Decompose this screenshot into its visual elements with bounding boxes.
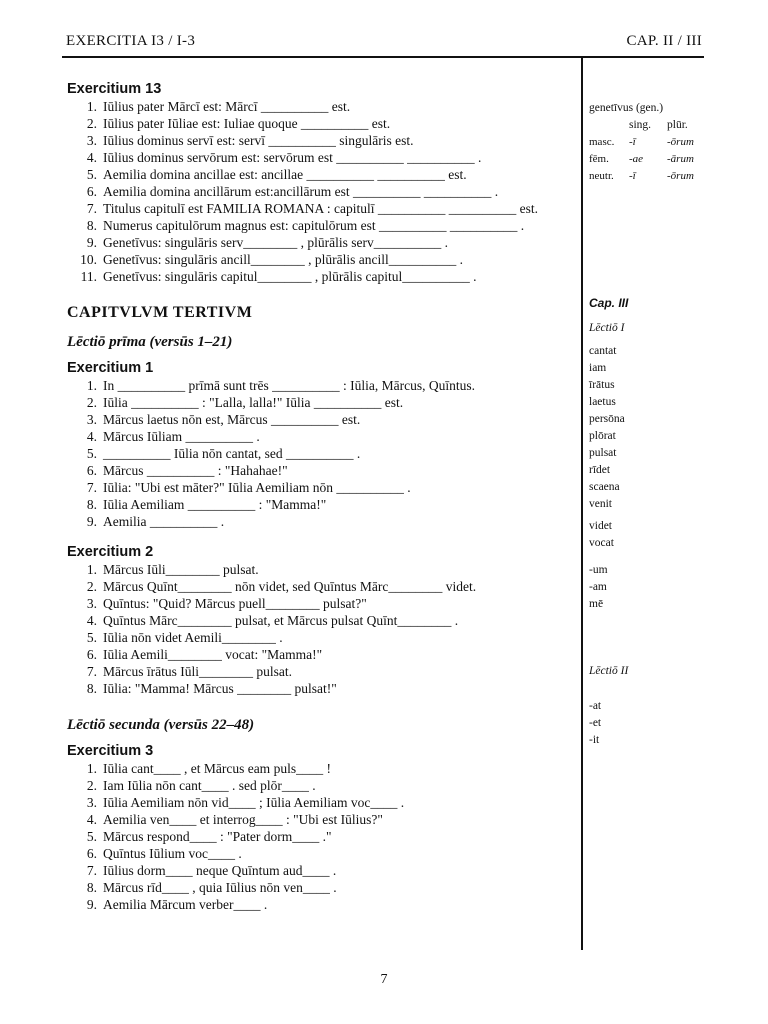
exercise-item [67,394,572,411]
item-text: Aemilia domina ancillae est: ancillae __________ __________ est. [103,167,467,182]
exercise-13-list [67,98,572,285]
margin-word: īrātus [589,379,615,391]
item-text: Quīntus Iūlium voc____ . [103,846,242,861]
margin-endings-list [589,698,719,749]
exercise-item [67,828,572,845]
genetivus-table-row [589,168,719,185]
exercise-item [67,132,572,149]
item-number: 4. [86,613,97,628]
item-text: Iūlia: "Ubi est māter?" Iūlia Aemiliam nōn __________ . [103,480,411,495]
genetivus-table [589,134,719,185]
item-text: Iūlia: "Mamma! Mārcus ________ pulsat!" [103,681,337,696]
item-text: Mārcus __________ : "Hahahae!" [103,463,288,478]
table-cell: -ōrum [667,136,694,148]
margin-word: rīdet [589,464,611,476]
exercise-item [67,513,572,530]
item-text: Genetīvus: singulāris ancill________ , plūrālis ancill__________ . [103,252,463,267]
item-text: Mārcus respond____ : "Pater dorm____ ." [103,829,332,844]
margin-genetivus: genetīvus (gen.) [589,102,664,114]
running-head [66,33,702,50]
exercise-item [67,612,572,629]
table-cell: -ārum [667,153,694,165]
exercise-item [67,811,572,828]
exercise-item [67,646,572,663]
exercise-item [67,183,572,200]
item-number: 3. [86,412,97,427]
margin-word: cantat [589,345,617,357]
column-divider [581,57,583,950]
item-text: Iūlia Aemiliam __________ : "Mamma!" [103,497,327,512]
exercise-item [67,879,572,896]
item-number: 8. [86,681,97,696]
item-number: 8. [86,497,97,512]
margin-word: persōna [589,413,625,425]
margin-lectio-i: Lēctiō I [589,322,625,334]
exercise-item [67,115,572,132]
exercise-item [67,411,572,428]
exercise-2-title: Exercitium 2 [67,544,154,560]
lectio-secunda-heading: Lēctiō secunda (versūs 22–48) [67,717,255,733]
margin-word: scaena [589,481,620,493]
item-number: 5. [86,630,97,645]
item-number: 6. [86,184,97,199]
item-number: 7. [86,201,97,216]
exercise-item [67,234,572,251]
exercise-item [67,862,572,879]
item-text: Mārcus Iūliam __________ . [103,429,260,444]
margin-word: -et [589,717,602,729]
item-number: 2. [86,778,97,793]
item-text: Aemilia ven____ et interrog____ : "Ubi est Iūlius?" [103,812,383,827]
item-text: Titulus capitulī est FAMILIA ROMANA : capitulī __________ __________ est. [103,201,539,216]
table-cell: neutr. [589,170,614,182]
item-text: Iūlia Aemiliam nōn vid____ ; Iūlia Aemiliam voc____ . [103,795,405,810]
table-header-cell [589,117,629,134]
exercise-item [67,479,572,496]
exercise-3-title: Exercitium 3 [67,743,154,759]
item-text: Iūlius dominus servī est: servī __________ singulāris est. [103,133,414,148]
margin-lectio-ii: Lēctiō II [589,665,629,677]
table-header-cell: sing. [629,119,652,131]
exercise-item [67,217,572,234]
item-text: Mārcus Quīnt________ nōn videt, sed Quīntus Mārc________ videt. [103,579,477,594]
item-text: Mārcus Iūli________ pulsat. [103,562,259,577]
item-number: 5. [86,446,97,461]
exercise-item [67,777,572,794]
margin-word: vocat [589,537,614,549]
item-number: 2. [86,395,97,410]
item-number: 1. [86,562,97,577]
item-number: 3. [86,596,97,611]
chapter-title: CAPITVLVM TERTIVM [67,304,253,321]
exercise-item [67,251,572,268]
margin-word: -it [589,734,600,746]
page-number: 7 [380,972,388,987]
item-number: 1. [86,99,97,114]
exercise-item [67,149,572,166]
item-number: 8. [86,218,97,233]
item-number: 2. [86,116,97,131]
exercise-item [67,200,572,217]
item-text: Iūlius dorm____ neque Quīntum aud____ . [103,863,337,878]
item-text: Iūlia __________ : "Lalla, lalla!" Iūlia __________ est. [103,395,404,410]
margin-vocab-list [589,343,719,513]
genetivus-table-row [589,151,719,168]
main-column [67,80,572,913]
margin-word: mē [589,598,604,610]
item-text: Mārcus rīd____ , quia Iūlius nōn ven____ . [103,880,337,895]
item-text: __________ Iūlia nōn cantat, sed __________ . [103,446,361,461]
item-number: 3. [86,795,97,810]
item-text: Aemilia __________ . [103,514,225,529]
item-text: Numerus capitulōrum magnus est: capitulōrum est __________ __________ . [103,218,525,233]
exercise-item [67,845,572,862]
margin-cap-iii: Cap. III [589,296,629,310]
item-text: Iūlius pater Mārcī est: Mārcī __________ est. [103,99,351,114]
item-number: 2. [86,579,97,594]
header-right: CAP. II / III [626,33,702,49]
item-text: Iūlia cant____ , et Mārcus eam puls____ ! [103,761,331,776]
item-text: Aemilia Mārcum verber____ . [103,897,268,912]
exercise-item [67,578,572,595]
exercise-item [67,629,572,646]
item-text: Mārcus laetus nōn est, Mārcus __________ est. [103,412,361,427]
item-text: In __________ prīmā sunt trēs __________ : Iūlia, Mārcus, Quīntus. [103,378,475,393]
item-number: 9. [86,235,97,250]
margin-word: laetus [589,396,616,408]
table-cell: -ī [629,136,636,148]
item-number: 9. [86,897,97,912]
item-text: Quīntus Mārc________ pulsat, et Mārcus pulsat Quīnt________ . [103,613,459,628]
item-number: 4. [86,150,97,165]
margin-word: plōrat [589,430,616,442]
exercise-item [67,760,572,777]
exercise-item [67,794,572,811]
genetivus-table-row [589,134,719,151]
item-number: 8. [86,880,97,895]
exercise-item [67,561,572,578]
margin-word: -am [589,581,607,593]
item-text: Genetīvus: singulāris serv________ , plūrālis serv__________ . [103,235,448,250]
item-number: 7. [86,664,97,679]
item-number: 5. [86,829,97,844]
item-number: 1. [86,378,97,393]
table-cell: -ōrum [667,170,694,182]
item-number: 6. [86,463,97,478]
exercise-13-title: Exercitium 13 [67,81,162,97]
header-left: EXERCITIA I3 / I-3 [66,33,196,49]
exercise-item [67,462,572,479]
margin-endings-list [589,562,719,613]
exercise-item [67,377,572,394]
item-text: Mārcus īrātus Iūli________ pulsat. [103,664,292,679]
margin-word: -um [589,564,608,576]
item-text: Iam Iūlia nōn cant____ . sed plōr____ . [103,778,316,793]
lectio-prima-heading: Lēctiō prīma (versūs 1–21) [67,334,233,350]
table-header-cell: plūr. [667,119,688,131]
exercise-1-list [67,377,572,530]
item-number: 7. [86,480,97,495]
margin-word: -at [589,700,602,712]
item-text: Genetīvus: singulāris capitul________ , plūrālis capitul__________ . [103,269,477,284]
exercise-item [67,595,572,612]
exercise-item [67,445,572,462]
item-text: Iūlius pater Iūliae est: Iuliae quoque __________ est. [103,116,391,131]
margin-notes [589,100,719,749]
exercise-2-list [67,561,572,697]
exercise-item [67,496,572,513]
exercise-item [67,680,572,697]
item-text: Iūlia nōn videt Aemili________ . [103,630,283,645]
item-number: 10. [80,252,97,267]
item-number: 6. [86,846,97,861]
exercise-1-title: Exercitium 1 [67,360,154,376]
item-number: 5. [86,167,97,182]
item-text: Iūlius dominus servōrum est: servōrum est __________ __________ . [103,150,482,165]
exercise-item [67,896,572,913]
margin-word: pulsat [589,447,617,459]
item-text: Quīntus: "Quid? Mārcus puell________ pulsat?" [103,596,367,611]
item-number: 3. [86,133,97,148]
item-text: Iūlia Aemili________ vocat: "Mamma!" [103,647,323,662]
exercise-item [67,268,572,285]
margin-word: venit [589,498,612,510]
exercise-3-list [67,760,572,913]
item-number: 11. [80,269,97,284]
item-number: 7. [86,863,97,878]
table-cell: masc. [589,136,615,148]
header-rule [62,56,704,58]
exercise-item [67,428,572,445]
table-cell: fēm. [589,153,609,165]
exercise-item [67,98,572,115]
item-number: 6. [86,647,97,662]
item-number: 1. [86,761,97,776]
table-cell: -ī [629,170,636,182]
exercise-item [67,663,572,680]
table-cell: -ae [629,153,644,165]
margin-vocab-list [589,518,719,552]
margin-word: iam [589,362,607,374]
item-number: 9. [86,514,97,529]
item-number: 4. [86,812,97,827]
item-text: Aemilia domina ancillārum est:ancillārum est __________ __________ . [103,184,499,199]
exercise-item [67,166,572,183]
item-number: 4. [86,429,97,444]
genetivus-table-header [589,117,719,134]
margin-word: videt [589,520,612,532]
